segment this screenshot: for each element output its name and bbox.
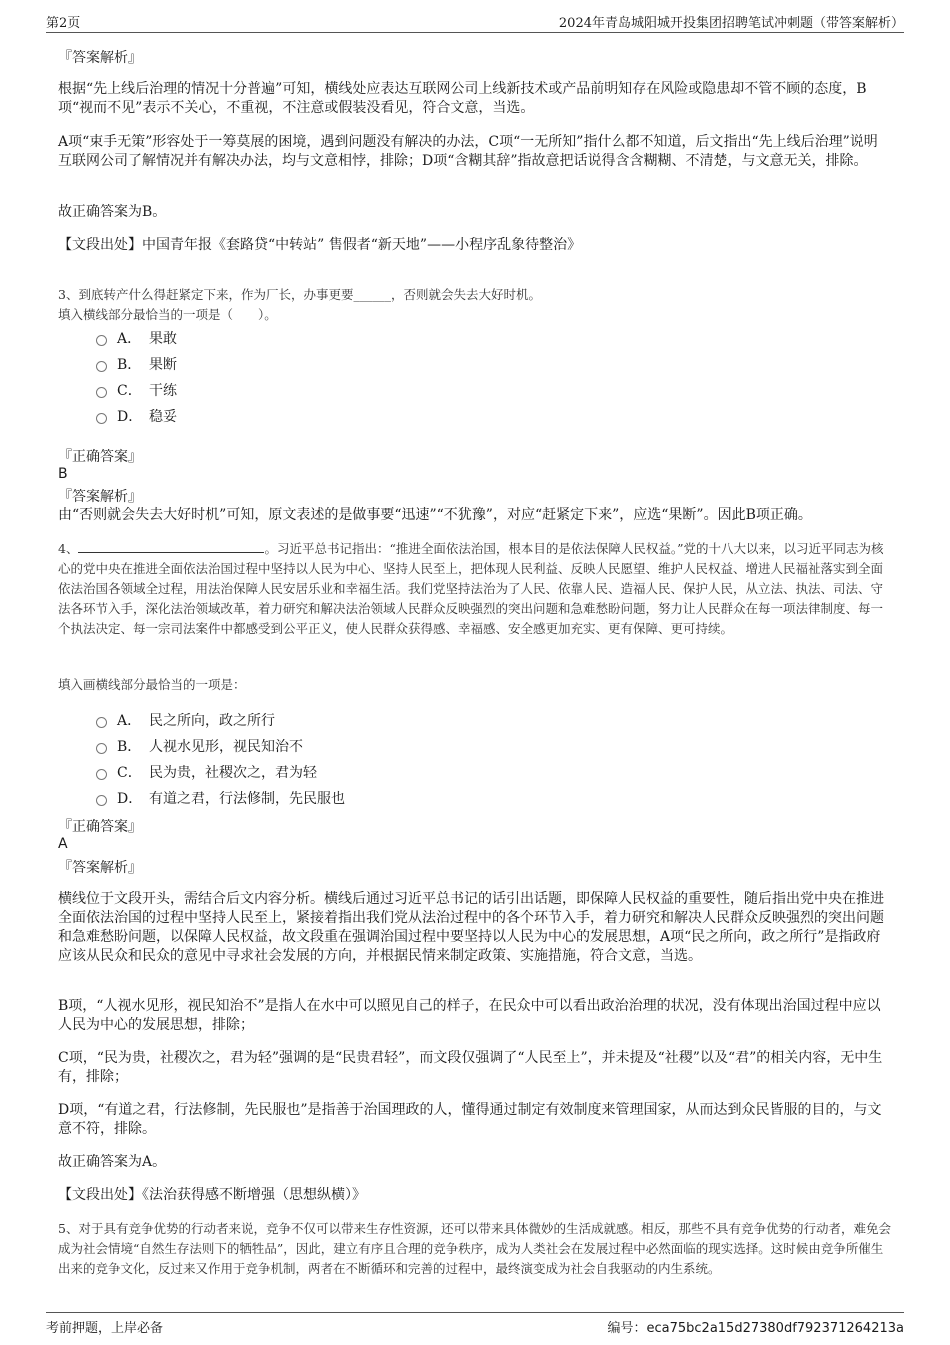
q4-number: 4、 <box>58 541 79 556</box>
q3-stem <box>58 285 894 305</box>
q4-analysis-p1: 横线位于文段开头，需结合后文内容分析。横线后通过习近平总书记的话引出话题，即保障人民权益的重要性，随后指出党中央在推进全面依法治国的过程中坚持人民至上，紧接着指出我们党从法治过程中的各个环节入手，着力研究和解决人民群众反映强烈的突出问题和急难愁盼问题，以保障人民权益，故文段重在强调治国过程中要坚持以人民为中心的发展思想，A项“民之所向，政之所行”是指政府应该从民众和民众的意见中寻求社会发展的方向，并根据民情来制定政策、实施措施，符合文意，当选。 <box>58 891 884 964</box>
radio-icon[interactable] <box>96 743 107 754</box>
q4-analysis-p4: D项，“有道之君，行法修制，先民服也”是指善于治国理政的人，懂得通过制定有效制度来管理国家，从而达到众民皆服的目的，与文意不符，排除。 <box>58 1102 882 1137</box>
radio-icon[interactable] <box>96 335 107 346</box>
q2-analysis-p1: 根据“先上线后治理的情况十分普遍”可知，横线处应表达互联网公司上线新技术或产品前明知存在风险或隐患却不管不顾的态度，B项“视而不见”表示不关心，不重视，不注意或假装没看见，符合文意，当选。 <box>58 81 867 116</box>
q4-analysis-p2: B项，“人视水见形，视民知治不”是指人在水中可以照见自己的样子，在民众中可以看出政治治理的状况，没有体现出治国过程中应以人民为中心的发展思想，排除； <box>58 998 881 1033</box>
q2-conclusion: 故正确答案为B。 <box>58 204 167 220</box>
radio-icon[interactable] <box>96 717 107 728</box>
q3-option-b[interactable]: B． 果断 <box>96 351 177 377</box>
q3-analysis-label: 『答案解析』 <box>58 489 142 505</box>
document-code <box>607 1317 904 1336</box>
document-title: 2024年青岛城阳城开投集团招聘笔试冲刺题（带答案解析） <box>558 16 904 31</box>
q4-option-c[interactable]: C． 民为贵，社稷次之，君为轻 <box>96 759 345 785</box>
q3-answer-label: 『正确答案』 <box>58 449 142 465</box>
q4-passage <box>58 539 894 639</box>
page-footer <box>46 1312 904 1335</box>
page-number: 第2页 <box>46 16 81 31</box>
radio-icon[interactable] <box>96 795 107 806</box>
q4-option-a[interactable]: A． 民之所向，政之所行 <box>96 707 345 733</box>
q4-analysis-p3: C项，“民为贵，社稷次之，君为轻”强调的是“民贵君轻”，而文段仅强调了“人民至上”，并未提及“社稷”以及“君”的相关内容，无中生有，排除； <box>58 1050 883 1085</box>
q3-options <box>96 325 177 429</box>
q3-stem-text: 到底转产什么得赶紧定下来，作为厂长，办事更要 <box>78 287 354 302</box>
radio-icon[interactable] <box>96 361 107 372</box>
q3-stem-after: ，否则就会失去大好时机。 <box>390 287 541 302</box>
q4-option-b[interactable]: B． 人视水见形，视民知治不 <box>96 733 345 759</box>
code-value: eca75bc2a15d27380df792371264213a <box>646 1321 904 1336</box>
q3-blank: ______ <box>353 287 391 302</box>
q4-blank <box>78 540 264 553</box>
q2-source: 【文段出处】中国青年报《套路贷“中转站” 售假者“新天地”——小程序乱象待整治》 <box>58 237 582 253</box>
q3-number: 3、 <box>58 287 79 302</box>
q4-answer: A <box>58 836 68 852</box>
q5-stem <box>58 1219 894 1279</box>
q3-answer: B <box>58 466 68 482</box>
q4-answer-label: 『正确答案』 <box>58 819 142 835</box>
radio-icon[interactable] <box>96 413 107 424</box>
q2-analysis-label: 『答案解析』 <box>58 50 142 66</box>
q4-conclusion: 故正确答案为A。 <box>58 1154 167 1170</box>
q4-analysis-label: 『答案解析』 <box>58 860 142 876</box>
q3-option-d[interactable]: D． 稳妥 <box>96 403 177 429</box>
q4-source: 【文段出处】《法治获得感不断增强（思想纵横）》 <box>58 1187 366 1203</box>
q4-passage-text: 。习近平总书记指出：“推进全面依法治国，根本目的是依法保障人民权益。”党的十八大以来，以习近平同志为核心的党中央在推进全面依法治国过程中坚持以人民为中心、坚持人民至上，把体现人民利益、反映人民愿望、维护人民权益、增进人民福祉落实到全面依法治国各领域全过程，用法治保障人民安居乐业和幸福生活。我们党坚持法治为了人民、依靠人民、造福人民、保护人民，从立法、执法、司法、守法各环节入手，深化法治领域改革，着力研究和解决法治领域人民群众反映强烈的突出问题和急难愁盼问题，努力让人民群众在每一项法律制度、每一个执法决定、每一宗司法案件中都感受到公平正义，使人民群众获得感、幸福感、安全感更加充实、更有保障、更可持续。 <box>58 541 884 636</box>
q5-number: 5、 <box>58 1221 79 1236</box>
footer-slogan: 考前押题，上岸必备 <box>46 1321 164 1336</box>
radio-icon[interactable] <box>96 387 107 398</box>
q4-options <box>96 707 345 811</box>
q5-text: 对于具有竞争优势的行动者来说，竞争不仅可以带来生存性资源，还可以带来具体微妙的生活成就感。相反，那些不具有竞争优势的行动者，难免会成为社会情境“自然生存法则下的牺牲品”，因此，建立有序且合理的竞争秩序，成为人类社会在发展过程中必然面临的现实选择。这时候由竞争所催生出来的竞争文化，反过来又作用于竞争机制，两者在不断循环和完善的过程中，最终演变成为社会自我驱动的内生系统。 <box>58 1221 891 1276</box>
q3-option-c[interactable]: C． 干练 <box>96 377 177 403</box>
q4-option-d[interactable]: D． 有道之君，行法修制，先民服也 <box>96 785 345 811</box>
q3-option-a[interactable]: A． 果敢 <box>96 325 177 351</box>
page-header <box>46 10 904 33</box>
q3-instruction: 填入横线部分最恰当的一项是（ ）。 <box>58 307 277 322</box>
code-label: 编号： <box>607 1321 647 1336</box>
q4-instruction: 填入画横线部分最恰当的一项是： <box>58 677 246 692</box>
q3-analysis: 由“否则就会失去大好时机”可知，原文表述的是做事要“迅速”“不犹豫”，对应“赶紧定下来”，应选“果断”。因此B项正确。 <box>58 507 812 523</box>
q2-analysis-p2: A项“束手无策”形容处于一筹莫展的困境，遇到问题没有解决的办法，C项“一无所知”指什么都不知道，后文指出“先上线后治理”说明互联网公司了解情况并有解决办法，均与文意相悖，排除；D项“含糊其辞”指故意把话说得含含糊糊、不清楚，与文意无关，排除。 <box>58 134 878 169</box>
radio-icon[interactable] <box>96 769 107 780</box>
